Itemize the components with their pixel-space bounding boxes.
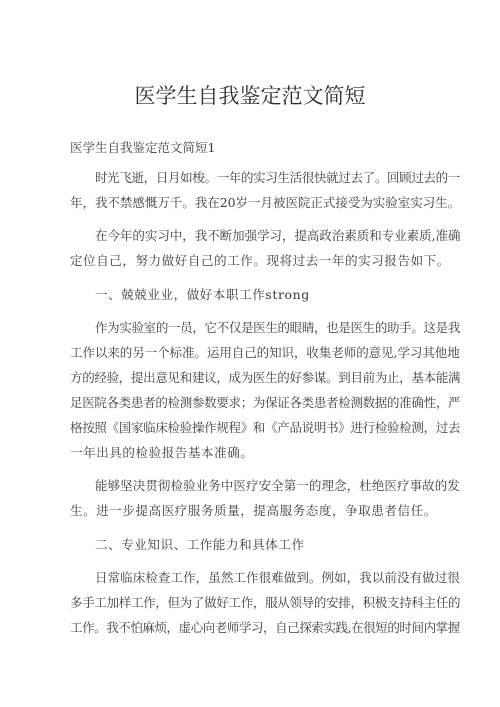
paragraph-line: 定位自己，努力做好自己的工作。现将过去一年的实习报告如下。 [70, 253, 450, 268]
section-heading: 一、兢兢业业，做好本职工作strong [95, 287, 310, 302]
paragraph-line: 格按照《国家临床检验操作规程》和《产品说明书》进行检验检测，过去 [70, 420, 461, 435]
section-heading: 二、专业知识、工作能力和具体工作 [95, 537, 305, 552]
paragraph-line: 工作。我不怕麻烦，虚心向老师学习，自己探索实践,在很短的时间内掌握 [70, 620, 460, 635]
paragraph-line: 足医院各类患者的检测参数要求；为保证各类患者检测数据的准确性，严 [70, 395, 461, 410]
paragraph-line: 年，我不禁感慨万千。我在20岁一月被医院正式接受为实验室实习生。 [70, 195, 461, 210]
document-subtitle: 医学生自我鉴定范文简短1 [70, 140, 216, 155]
paragraph-line: 方的经验，提出意见和建议，成为医生的好参谋。到目前为止，基本能满 [70, 370, 461, 385]
paragraph-line: 多手工加样工作，但为了做好工作，服从领导的安排，积极支持科主任的 [70, 595, 461, 610]
paragraph-line: 一年出具的检验报告基本准确。 [70, 445, 254, 460]
paragraph-line: 工作以来的另一个标准。运用自己的知识，收集老师的意见,学习其他地 [70, 345, 460, 360]
paragraph-line: 能够坚决贯彻检验业务中医疗安全第一的理念，杜绝医疗事故的发 [95, 478, 460, 493]
paragraph-line: 生。进一步提高医疗服务质量，提高服务态度，争取患者信任。 [70, 503, 437, 518]
paragraph-line: 时光飞逝，日月如梭。一年的实习生活很快就过去了。回顾过去的一 [95, 170, 461, 185]
paragraph-line: 在今年的实习中，我不断加强学习，提高政治素质和专业素质,准确 [95, 228, 461, 243]
document-title: 医学生自我鉴定范文简短 [134, 84, 366, 108]
paragraph-line: 作为实验室的一员，它不仅是医生的眼睛，也是医生的助手。这是我 [95, 320, 461, 335]
paragraph-line: 日常临床检查工作，虽然工作很难做到。例如，我以前没有做过很 [95, 570, 460, 585]
